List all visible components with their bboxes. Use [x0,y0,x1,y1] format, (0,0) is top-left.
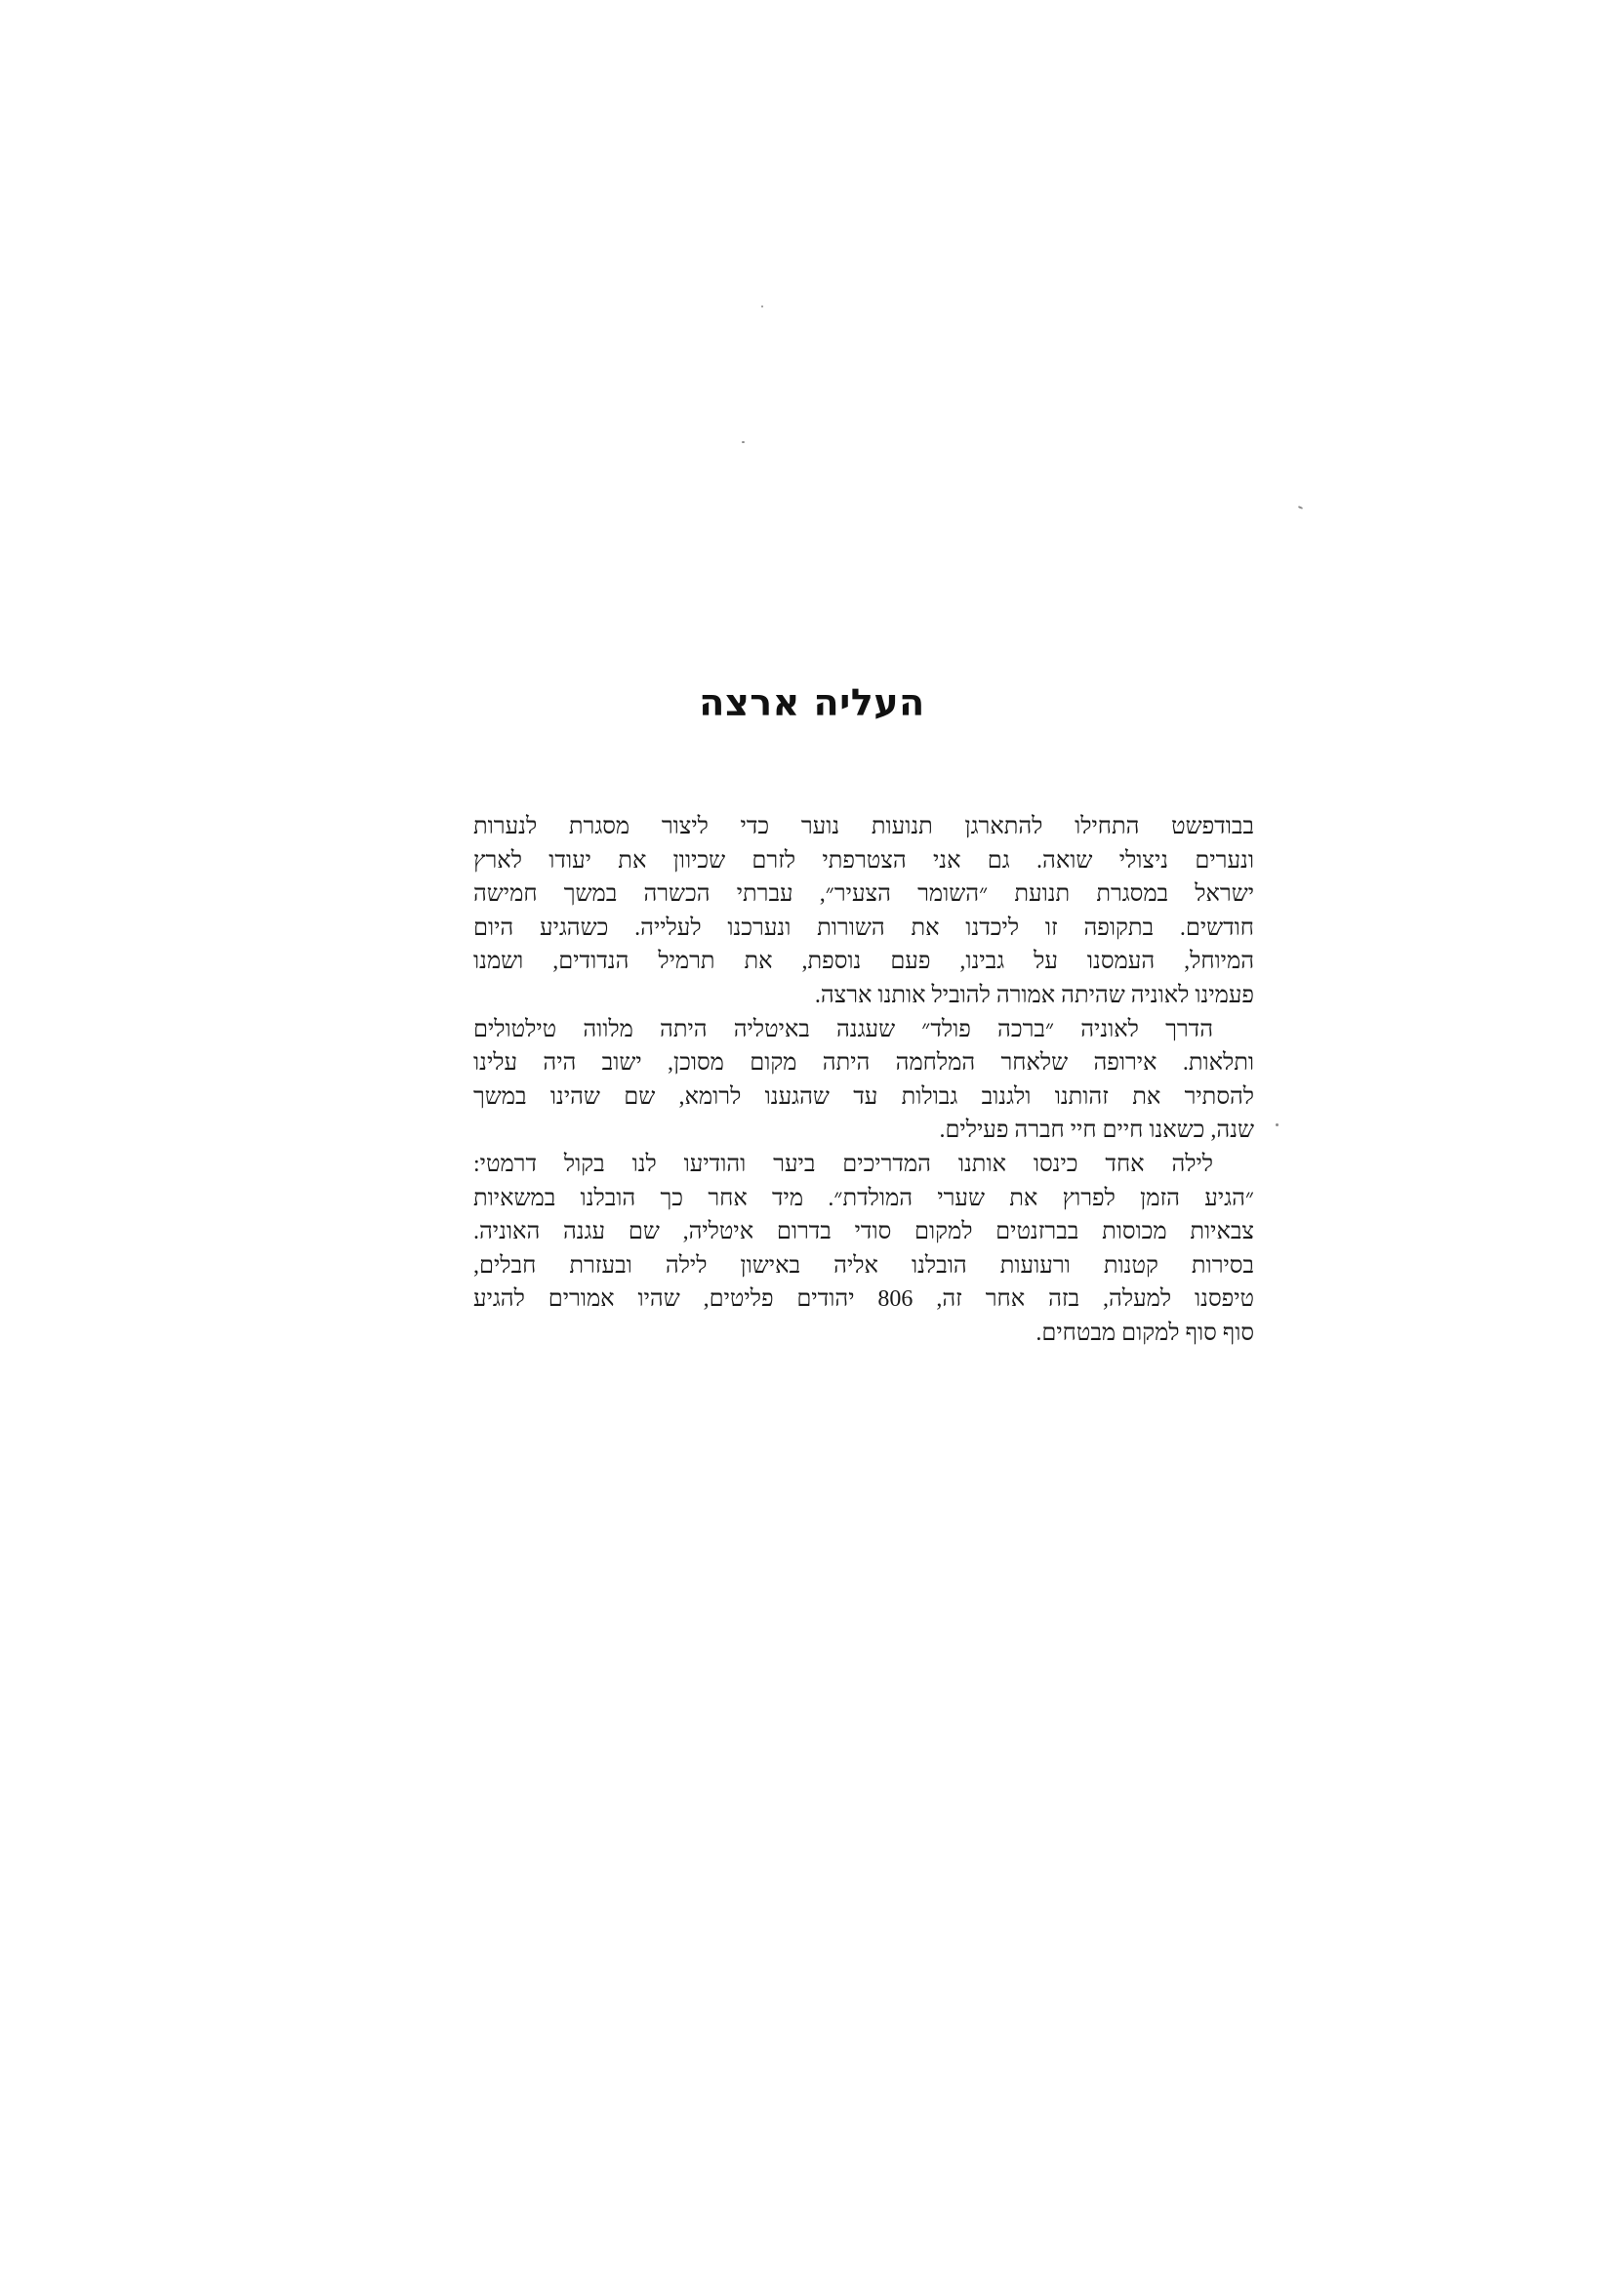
scan-speck [761,305,763,307]
text-line: להסתיר את זהותנו ולגנוב גבולות עד שהגענו לרומא, שם שהינו במשך [473,1083,1254,1110]
text-line: טיפסנו למעלה, בזה אחר זה, 806 יהודים פליטים, שהיו אמורים להגיע [473,1286,1254,1313]
chapter-title: העליה ארצה [699,681,925,724]
text-line: ״הגיע הזמן לפרוץ את שערי המולדת״. מיד אחר כך הובלנו במשאיות [473,1185,1254,1211]
text-line: בבודפשט התחילו להתארגן תנועות נוער כדי ליצור מסגרת לנערות [473,814,1254,839]
text-line: חודשים. בתקופה זו ליכדנו את השורות ונערכנו לעלייה. כשהגיע היום [473,915,1254,941]
paragraph-1 [473,810,1254,1013]
scan-speck [742,441,745,443]
text-line: סוף סוף למקום מבטחים. [1035,1320,1254,1346]
scan-speck [1298,506,1303,509]
text-line: ונערים ניצולי שואה. גם אני הצטרפתי לזרם שכיוון את יעודו לארץ [473,847,1254,874]
text-line: צבאיות מכוסות בברזנטים למקום סודי בדרום איטליה, שם עגנה האוניה. [473,1219,1254,1245]
text-line: ישראל במסגרת תנועת ״השומר הצעיר״, עברתי הכשרה במשך חמישה [473,881,1254,908]
paragraph-2 [473,1013,1254,1148]
text-line: לילה אחד כינסו אותנו המדריכים ביער והודיעו לנו בקול דרמטי: [473,1151,1213,1177]
body-text [473,810,1254,1351]
scan-speck [1276,1123,1279,1126]
text-line: פעמינו לאוניה שהיתה אמורה להוביל אותנו ארצה. [814,982,1254,1008]
paragraph-3 [473,1148,1254,1351]
text-line: המיוחל, העמסנו על גבינו, פעם נוספת, את תרמיל הנדודים, ושמנו [473,949,1254,975]
text-line: ותלאות. אירופה שלאחר המלחמה היתה מקום מסוכן, ישוב היה עלינו [473,1050,1254,1077]
text-line: בסירות קטנות ורעועות הובלנו אליה באישון לילה ובעזרת חבלים, [473,1252,1254,1279]
text-line: הדרך לאוניה ״ברכה פולד״ שעגנה באיטליה היתה מלווה טילטולים [473,1016,1213,1042]
text-line: שנה, כשאנו חיים חיי חברה פעילים. [939,1118,1254,1144]
